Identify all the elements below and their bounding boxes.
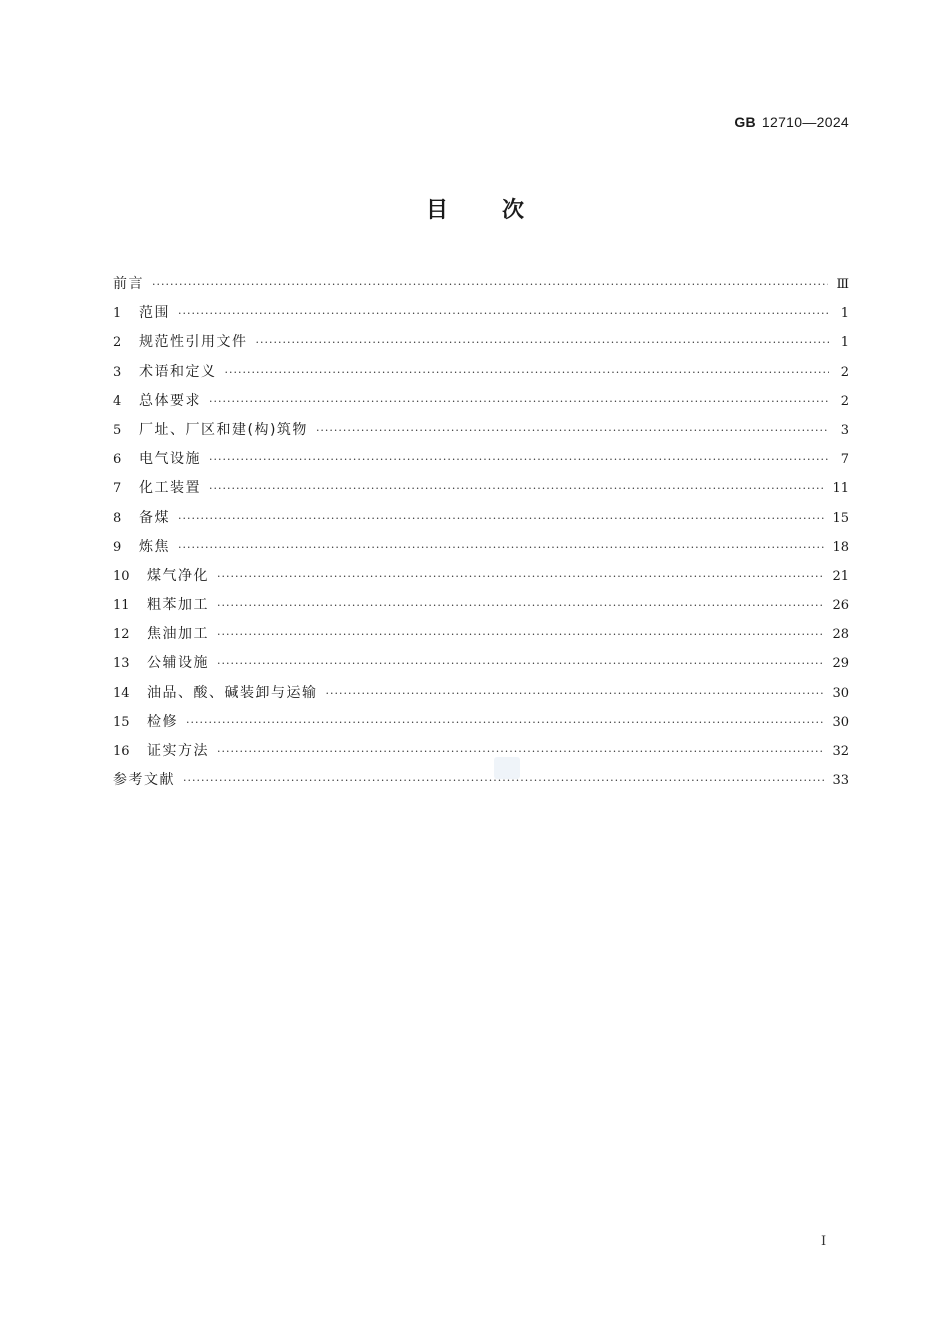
toc-entry-label: 煤气净化 [147,567,209,584]
toc-entry-page: 7 [840,452,849,468]
toc-entry-number: 5 [113,422,122,438]
toc-entry-number: 4 [113,393,122,409]
toc-entry-10[interactable] [113,562,849,591]
toc-leader-dots [209,445,829,474]
toc-entry-number: 13 [113,656,130,672]
toc-entry-9[interactable] [113,533,849,562]
toc-entry-page: 29 [832,656,849,672]
toc-leader-dots [225,358,830,387]
toc-entry-page: 15 [832,510,849,526]
toc-entry-16[interactable] [113,737,849,766]
toc-entry-label: 范围 [139,305,170,322]
toc-entry-page: 2 [840,364,849,380]
toc-entry-number: 16 [113,744,130,759]
toc-leader-dots [178,533,824,562]
toc-leader-dots [217,562,824,591]
standard-number [734,114,849,130]
toc-entry-8[interactable] [113,504,849,533]
toc-entry-number: 1 [113,306,122,322]
toc-entry-number: 11 [113,598,130,614]
toc-title-char-1: 目 [425,198,448,223]
standard-code: 12710—2024 [761,114,849,130]
toc-leader-dots [217,591,824,620]
toc-entry-page: 2 [840,393,849,409]
toc-leader-dots [178,299,829,328]
toc-entry-number: 6 [113,452,122,468]
toc-entry-6[interactable] [113,445,849,474]
toc-entry-label: 炼焦 [139,538,170,555]
toc-entry-3[interactable] [113,358,849,387]
toc-entry-label: 前言 [113,276,144,292]
watermark-logo [494,757,520,779]
toc-leader-dots [186,708,824,737]
toc-entry-label: 术语和定义 [139,363,217,380]
toc-entry-7[interactable] [113,474,849,503]
toc-entry-page: 1 [840,306,849,322]
toc-leader-dots [178,504,824,533]
toc-entry-1[interactable] [113,299,849,328]
toc-entry-label: 公辅设施 [147,655,209,672]
toc-leader-dots [326,679,825,708]
toc-leader-dots [217,620,824,649]
toc-entry-label: 化工装置 [139,480,201,497]
toc-entry-page: 11 [832,481,849,497]
toc-entry-label: 油品、酸、碱装卸与运输 [147,684,318,701]
toc-entry-page: 3 [840,422,849,438]
toc-entry-page: 33 [832,773,849,789]
toc-leader-dots [217,737,824,766]
toc-entry-15[interactable] [113,708,849,737]
toc-entry-number: 8 [113,510,122,526]
toc-entry-number: 9 [113,539,122,555]
toc-entry-number: 3 [113,364,122,380]
toc-entry-label: 粗苯加工 [147,597,209,614]
toc-entry-page: 30 [832,685,849,701]
toc-entry-5[interactable] [113,416,849,445]
toc-leader-dots [152,270,828,299]
toc-entry-label: 厂址、厂区和建(构)筑物 [139,421,308,438]
toc-title [0,193,950,224]
toc-entry-label: 备煤 [139,509,170,526]
toc-entry-number: 12 [113,627,130,643]
toc-entry-label: 证实方法 [147,743,209,759]
toc-entry-label: 参考文献 [113,772,175,789]
toc-entry-page: 26 [832,598,849,614]
toc-entry-label: 规范性引用文件 [139,334,248,351]
toc-entry-number: 2 [113,335,122,351]
toc-entry-4[interactable] [113,387,849,416]
toc-leader-dots [217,649,824,678]
toc-entry-page: 18 [832,539,849,555]
toc-entry-label: 焦油加工 [147,626,209,643]
toc-entry-references[interactable] [113,766,849,795]
toc-entry-page: 30 [832,714,849,730]
toc-entry-foreword[interactable] [113,270,849,299]
toc-entry-number: 10 [113,568,130,584]
toc-entry-page: 28 [832,627,849,643]
toc-entry-number: 7 [113,481,122,497]
toc-entry-page: 1 [840,335,849,351]
toc-entry-12[interactable] [113,620,849,649]
toc-leader-dots [316,416,829,445]
toc-entry-page: 21 [832,568,849,584]
table-of-contents [113,270,849,795]
toc-leader-dots [209,387,829,416]
page-number: Ⅰ [821,1234,827,1249]
toc-entry-page: 32 [832,744,849,759]
toc-leader-dots [209,474,824,503]
toc-entry-13[interactable] [113,649,849,678]
toc-entry-number: 14 [113,685,130,701]
toc-entry-14[interactable] [113,679,849,708]
toc-entry-label: 检修 [147,713,178,730]
toc-entry-page: Ⅲ [836,277,849,292]
toc-title-char-2: 次 [502,198,525,223]
standard-prefix: GB [734,114,756,130]
toc-leader-dots [256,328,830,357]
toc-entry-2[interactable] [113,328,849,357]
toc-entry-11[interactable] [113,591,849,620]
toc-entry-label: 电气设施 [139,451,201,468]
toc-entry-label: 总体要求 [139,392,201,409]
toc-entry-number: 15 [113,714,130,730]
